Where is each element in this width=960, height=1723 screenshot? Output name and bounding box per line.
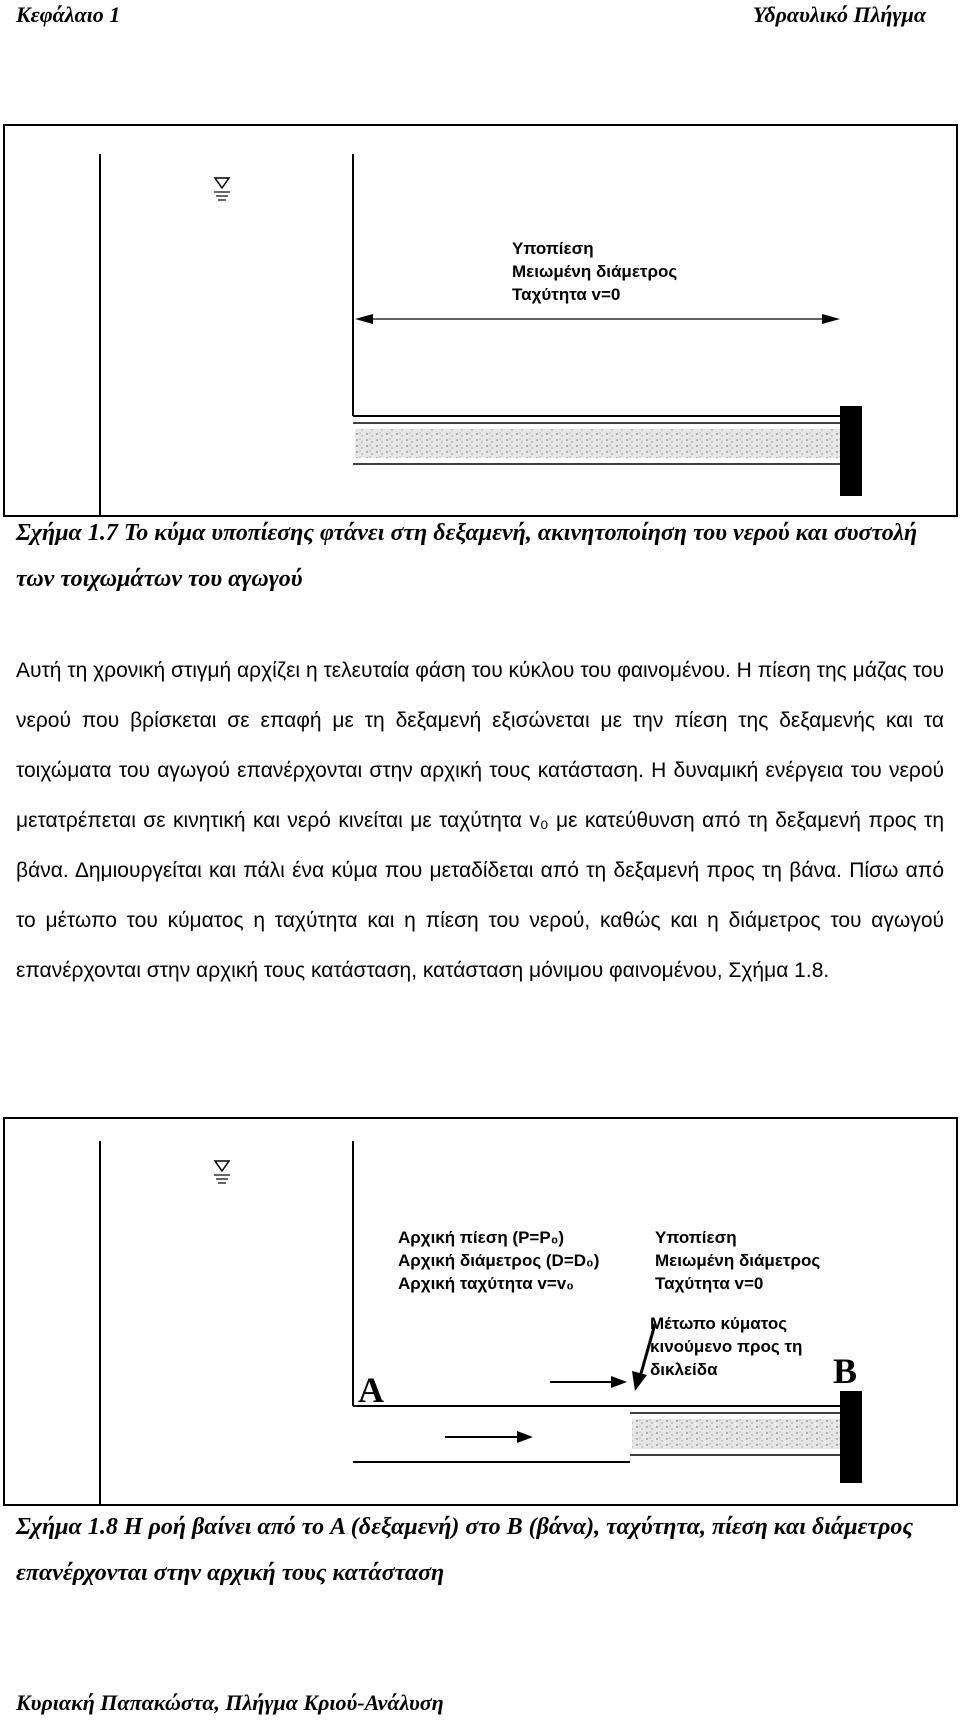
caption-text: Η ροή βαίνει από το A (δεξαμενή) στο B (βάνα), ταχύτητα, πίεση και διάμετρος επανέρχονται στην αρχική τους κατάσταση xyxy=(16,1514,914,1586)
figure-1-8 xyxy=(3,1117,958,1506)
fig2-label-wavefront-moving: κινούμενο προς τη xyxy=(650,1337,803,1356)
wavefront-arrow xyxy=(550,1376,627,1388)
fig2-label-underpressure: Υποπίεση xyxy=(655,1228,737,1247)
point-b-label: B xyxy=(833,1351,858,1391)
fig1-label-diameter: Μειωμένη διάμετρος xyxy=(512,262,678,281)
water-level-icon xyxy=(214,1161,230,1183)
pipe-contracted xyxy=(353,416,840,464)
figure-1-7 xyxy=(3,124,958,517)
footer-author: Κυριακή Παπακώστα, Πλήγμα Κριού-Ανάλυση xyxy=(16,1690,444,1715)
fig2-label-wavefront-valve: δικλείδα xyxy=(650,1360,718,1379)
water-level-icon xyxy=(214,178,230,200)
fig2-label-initial-pressure: Αρχική πίεση (P=P₀) xyxy=(398,1228,565,1247)
fig2-label-velocity-zero: Ταχύτητα v=0 xyxy=(655,1274,764,1293)
reservoir xyxy=(100,154,353,515)
header-chapter: Κεφάλαιο 1 xyxy=(16,2,121,27)
dimension-arrow xyxy=(355,314,840,324)
fig2-label-reduced-diameter: Μειωμένη διάμετρος xyxy=(655,1251,821,1270)
caption-label: Σχήμα 1.8 xyxy=(16,1514,118,1540)
valve-block xyxy=(840,406,862,496)
pipe xyxy=(353,1406,840,1462)
figure-1-8-caption xyxy=(16,1504,946,1596)
header-topic: Υδραυλικό Πλήγμα xyxy=(752,2,926,27)
body-paragraph xyxy=(16,646,944,996)
fig1-label-velocity: Ταχύτητα v=0 xyxy=(512,285,621,304)
caption-text: Το κύμα υποπίεσης φτάνει στη δεξαμενή, ακινητοποίηση του νερού και συστολή των τοιχωμάτων του αγωγού xyxy=(16,520,918,592)
fig1-label-underpressure: Υποπίεση xyxy=(512,239,594,258)
flow-arrow xyxy=(445,1431,533,1443)
fig2-label-initial-diameter: Αρχική διάμετρος (D=D₀) xyxy=(398,1251,600,1270)
paragraph-text: Αυτή τη χρονική στιγμή αρχίζει η τελευταία φάση του κύκλου του φαινομένου. Η πίεση της μάζας του νερού που βρίσκεται σε επαφή με τη δεξαμενή εξισώνεται με την πίεση της δεξαμενής και τα τοιχώματα του αγωγού επανέρχονται στην αρχική τους κατάσταση. Η δυναμική ενέργεια του νερού μετατρέπεται σε κινητική και νερό κινείται με ταχύτητα v₀ με κατεύθυνση από τη δεξαμενή προς τη βάνα. Δημιουργείται και πάλι ένα κύμα που μεταδίδεται από τη δεξαμενή προς τη βάνα. Πίσω από το μέτωπο του κύματος η ταχύτητα και η πίεση του νερού, καθώς και η διάμετρος του αγωγού επανέρχονται στην αρχική τους κατάσταση, κατάσταση μόνιμου φαινομένου, Σχήμα 1.8. xyxy=(16,659,944,982)
fig2-label-initial-velocity: Αρχική ταχύτητα v=v₀ xyxy=(398,1274,574,1293)
reservoir xyxy=(100,1141,353,1504)
valve-block xyxy=(840,1391,862,1483)
fig2-label-wavefront: Μέτωπο κύματος xyxy=(650,1314,788,1333)
caption-label: Σχήμα 1.7 xyxy=(16,520,118,546)
figure-1-7-caption xyxy=(16,510,946,602)
point-a-label: A xyxy=(358,1370,384,1410)
front-pointer-arrow xyxy=(632,1324,655,1391)
